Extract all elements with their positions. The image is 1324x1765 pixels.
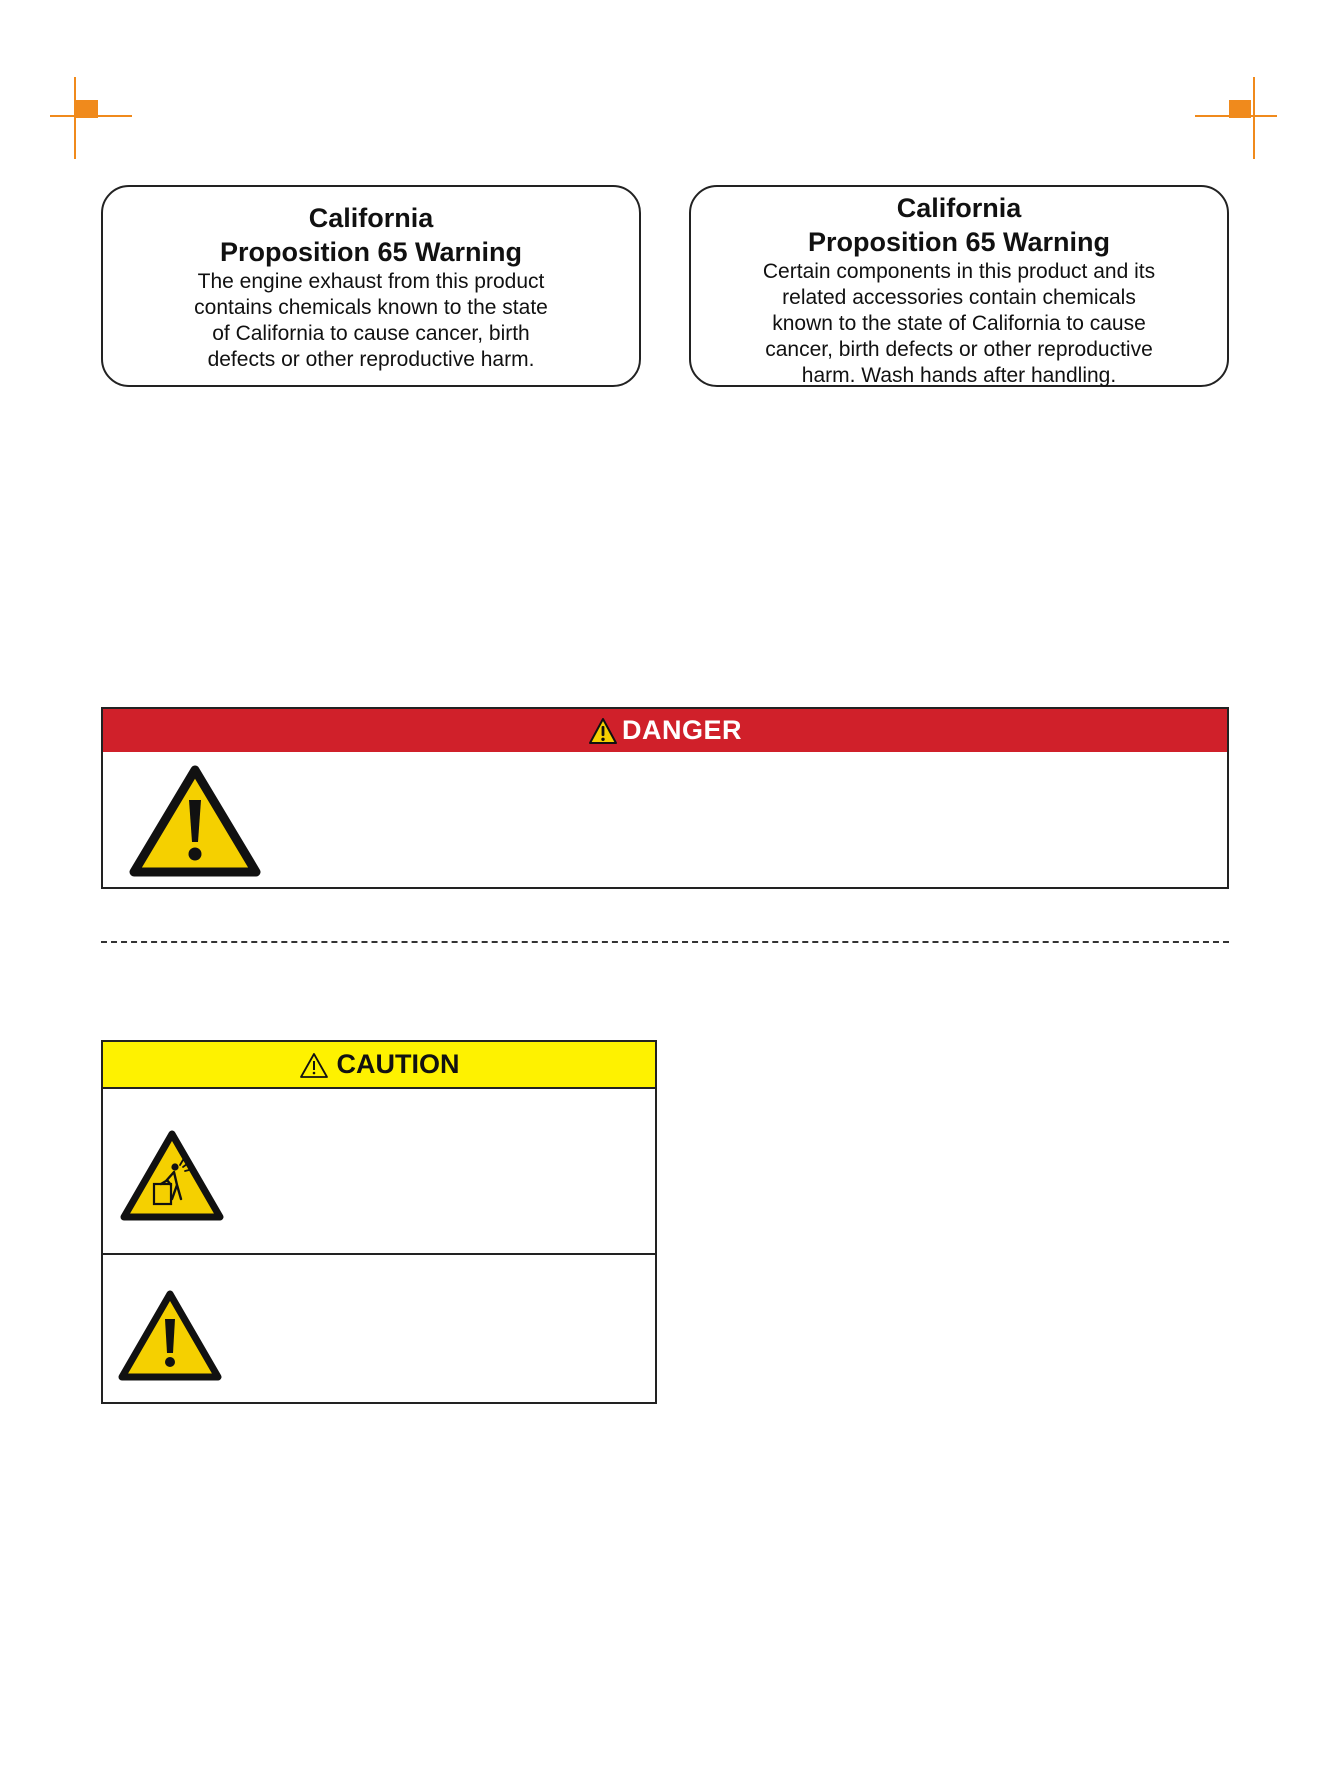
- caution-header: [103, 1042, 655, 1089]
- prop65-body-line: The engine exhaust from this product: [197, 270, 545, 293]
- heavy-lifting-hazard-icon: [119, 1129, 225, 1228]
- prop65-warning-box-components: [689, 185, 1229, 387]
- warning-triangle-icon: [117, 1289, 223, 1388]
- dashed-divider: [101, 941, 1229, 943]
- prop65-title-line1: California: [308, 203, 434, 233]
- prop65-warning-box-engine: [101, 185, 641, 387]
- prop65-body-line: harm. Wash hands after handling.: [801, 364, 1117, 387]
- caution-row-general: [103, 1255, 655, 1402]
- prop65-title-line2: Proposition 65 Warning: [807, 227, 1110, 257]
- prop65-body-line: related accessories contain chemicals: [782, 286, 1136, 309]
- prop65-title-line2: Proposition 65 Warning: [219, 237, 522, 267]
- prop65-body-line: defects or other reproductive harm.: [207, 348, 535, 371]
- danger-header: [103, 709, 1227, 752]
- prop65-body-line: cancer, birth defects or other reproductive: [765, 338, 1153, 361]
- caution-panel: [101, 1040, 657, 1404]
- prop65-body-line: contains chemicals known to the state: [194, 296, 548, 319]
- caution-label: CAUTION: [336, 1049, 460, 1079]
- danger-label: DANGER: [621, 715, 742, 745]
- prop65-body-line: Certain components in this product and its: [762, 260, 1156, 283]
- danger-panel: [101, 707, 1229, 889]
- warning-outline-icon: [299, 1051, 329, 1079]
- prop65-body-line: known to the state of California to cause: [772, 312, 1146, 335]
- caution-row-lifting: [103, 1089, 655, 1255]
- prop65-body-line: of California to cause cancer, birth: [212, 322, 530, 345]
- warning-triangle-icon: [588, 717, 618, 745]
- warning-triangle-icon: [129, 764, 261, 883]
- prop65-title-line1: California: [896, 193, 1022, 223]
